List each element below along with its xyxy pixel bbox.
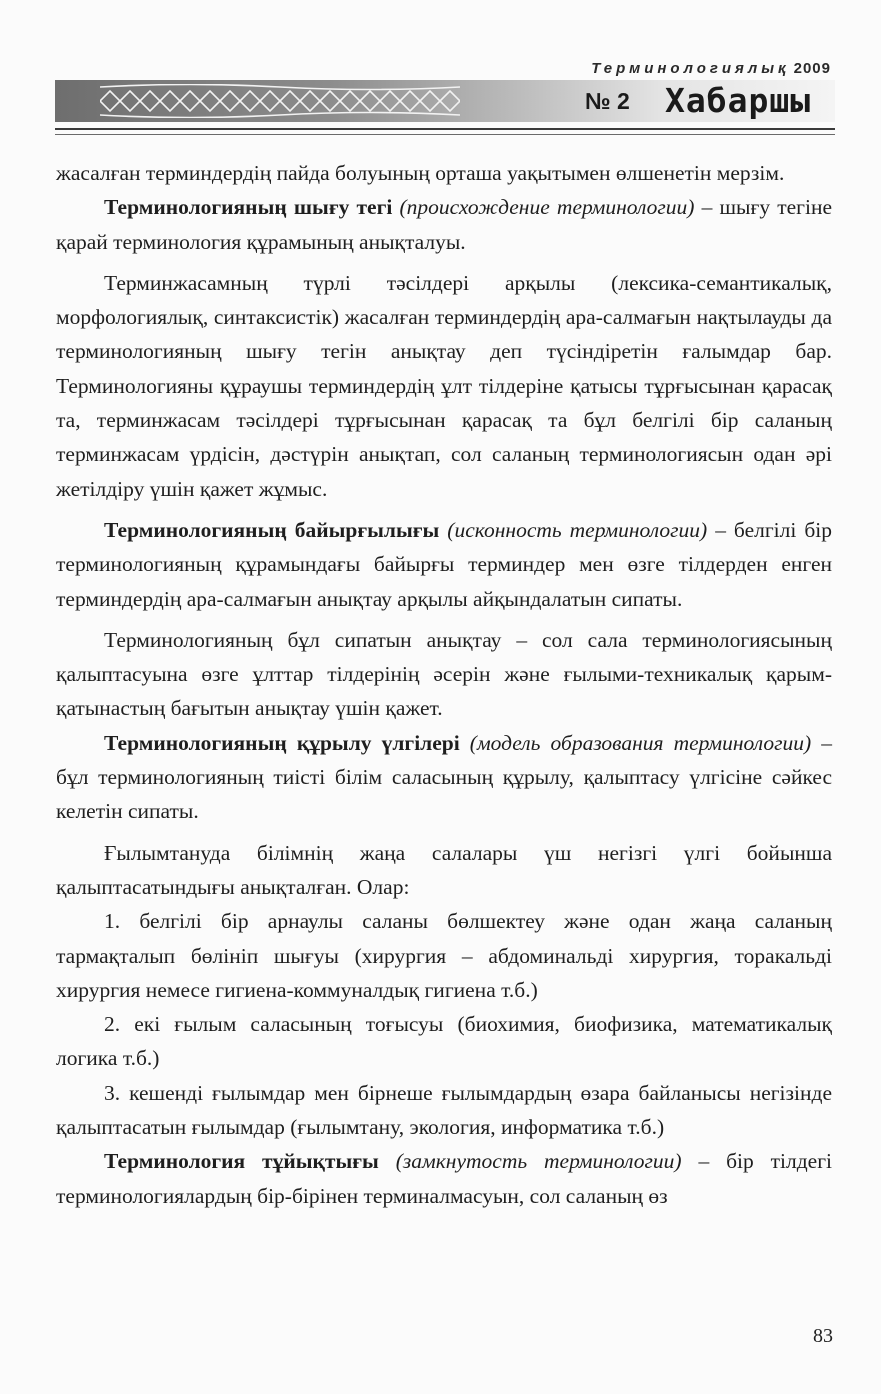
paragraph: Терминологияның бұл сипатын анықтау – сол сала терминологиясының қалыптасуына өзге ұлттар тілдерінің әсерін және ғылыми-техникалық қарым-қатынастың бағытын анықтау үшін қажет. <box>56 627 832 721</box>
paragraph: Ғылымтануда білімнің жаңа салалары үш негізгі үлгі бойынша қалыптасатындығы анықталған. Олар: <box>56 840 832 899</box>
paragraph-term-closedness <box>56 1144 832 1213</box>
header-year: 2009 <box>793 60 831 77</box>
list-item: 1. белгілі бір арнаулы саланы бөлшектеу және одан жаңа саланың тармақталып бөлініп шығуы (хирургия – абдоминальді хирургия, торакальді хирургия немесе гигиена-коммуналдық гигиена т.б.) <box>56 909 832 1002</box>
list-item: 2. екі ғылым саласының тоғысуы (биохимия, биофизика, математикалық логика т.б.) <box>56 1012 832 1071</box>
term-definition: – шығу тегіне қарай терминология құрамының анықталуы. <box>56 195 832 254</box>
paragraph-term-origin <box>56 190 832 259</box>
journal-title: Хабаршы <box>665 81 812 120</box>
term-heading: Терминологияның шығу тегі <box>104 195 393 220</box>
term-heading: Терминология тұйықтығы <box>104 1149 379 1174</box>
term-heading: Терминологияның құрылу үлгілері <box>104 730 460 755</box>
term-russian: (замкнутость терминологии) <box>395 1149 682 1174</box>
paragraph: Терминжасамның түрлі тәсілдері арқылы (лексика-семантикалық, морфологиялық, синтаксистік) жасалған терминдердің ара-салмағын нақтылауды да терминологияның шығу тегін анықтау деп түсіндіретін ғалымдар бар. Терминологияны құраушы терминдердің ұлт тілдеріне қатысы тұрғысынан қарасақ та, терминжасам тәсілдері тұрғысынан қарасақ та бұл белгілі бір саланың терминжасам үрдісін, дәстүрін анықтап, сол саланың терминологиясын одан әрі жетілдіру үшін қажет жұмыс. <box>56 270 832 501</box>
header-rule-thin <box>55 134 835 135</box>
term-russian: (исконность терминологии) <box>447 517 708 542</box>
paragraph-term-model <box>56 726 832 829</box>
ornament-pattern-icon <box>100 84 460 118</box>
issue-number: № 2 <box>585 88 630 114</box>
term-heading: Терминологияның байырғылығы <box>104 517 440 542</box>
paragraph: жасалған терминдердің пайда болуының орташа уақытымен өлшенетін мерзім. <box>56 161 785 185</box>
paragraph-term-indigenous <box>56 513 832 616</box>
running-title: Терминологиялық <box>591 60 790 77</box>
running-header <box>591 60 831 77</box>
list-item: 3. кешенді ғылымдар мен бірнеше ғылымдардың өзара байланысы негізінде қалыптасатын ғылымдар (ғылымтану, экология, информатика т.б.) <box>56 1080 832 1140</box>
term-definition: – бір тілдегі терминологиялардың бір-бірінен терминалмасуын, сол саланың өз <box>56 1149 833 1208</box>
page-number: 83 <box>813 1325 833 1347</box>
article-body <box>56 156 832 1213</box>
term-definition: – белгілі бір терминологияның құрамындағы байырғы терминдер мен өзге тілдерден енген терминдердің ара-салмағын анықтау арқылы айқындалатын сипаты. <box>56 517 832 611</box>
term-russian: (происхождение терминологии) <box>399 195 695 220</box>
term-definition: – бұл терминологияның тиісті білім саласының құрылу, қалыптасу үлгісіне сәйкес келетін сипаты. <box>56 730 832 824</box>
term-russian: (модель образования терминологии) <box>469 730 812 755</box>
header-rule <box>55 128 835 130</box>
